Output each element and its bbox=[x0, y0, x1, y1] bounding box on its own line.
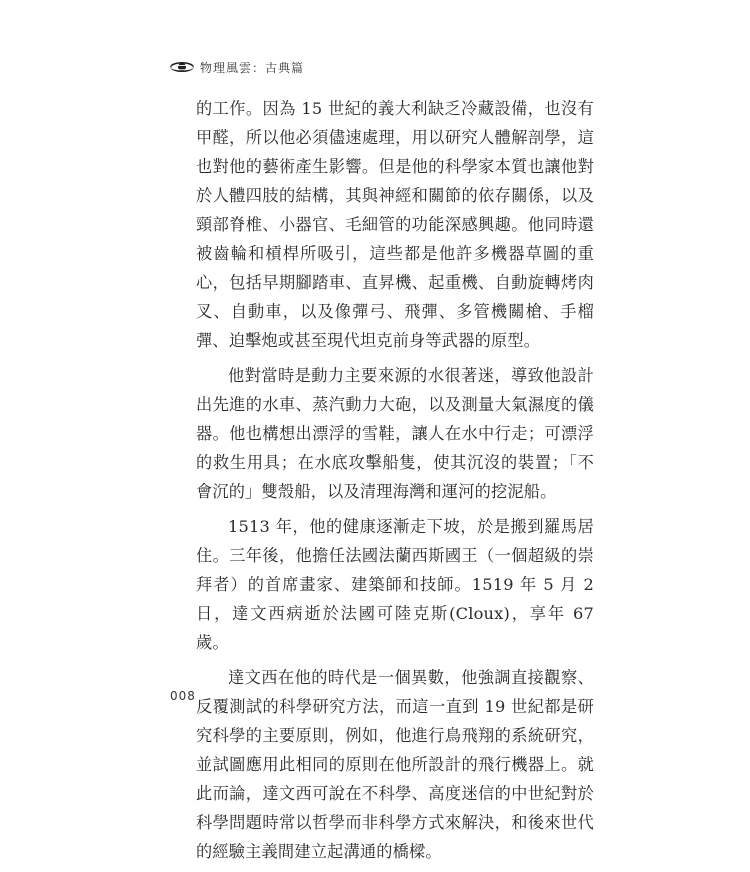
running-header bbox=[170, 58, 304, 76]
paragraph-1: 的工作。因為 15 世紀的義大利缺乏冷藏設備，也沒有甲醛，所以他必須儘速處理，用以研究人體解剖學，這也對他的藝術產生影響。但是他的科學家本質也讓他對於人體四肢的結構，其與神經和關節的依存關係，以及頸部脊椎、小器官、毛細管的功能深感興趣。他同時還被齒輪和槓桿所吸引，這些都是他許多機器草圖的重心，包括早期腳踏車、直昇機、起重機、自動旋轉烤肉叉、自動車，以及像彈弓、飛彈、多管機關槍、手榴彈、迫擊炮或甚至現代坦克前身等武器的原型。 bbox=[196, 99, 594, 350]
planet-ring-icon bbox=[170, 60, 194, 74]
body-text bbox=[196, 94, 594, 872]
paragraph-3: 1513 年，他的健康逐漸走下坡，於是搬到羅馬居住。三年後，他擔任法國法蘭西斯國王（一個超級的崇拜者）的首席畫家、建築師和技師。1519 年 5 月 2 日，達文西病逝於法國可陸克斯(Cloux)，享年 67 歲。 bbox=[196, 517, 594, 652]
book-title: 物理風雲：古典篇 bbox=[200, 60, 305, 75]
paragraph-4: 達文西在他的時代是一個異數，他強調直接觀察、反覆測試的科學研究方法，而這一直到 19 世紀都是研究科學的主要原則，例如，他進行鳥飛翔的系統研究，並試圖應用此相同的原則在他所設計的飛行機器上。就此而論，達文西可說在不科學、高度迷信的中世紀對於科學問題時常以哲學而非科學方式來解決，和後來世代的經驗主義間建立起溝通的橋樑。 bbox=[196, 668, 594, 861]
paragraph-2: 他對當時是動力主要來源的水很著迷，導致他設計出先進的水車、蒸汽動力大砲，以及測量大氣濕度的儀器。他也構想出漂浮的雪鞋，讓人在水中行走；可漂浮的救生用具；在水底攻擊船隻，使其沉沒的裝置；「不會沉的」雙殼船，以及清理海灣和運河的挖泥船。 bbox=[196, 366, 594, 501]
page-number: 008 bbox=[170, 689, 196, 703]
